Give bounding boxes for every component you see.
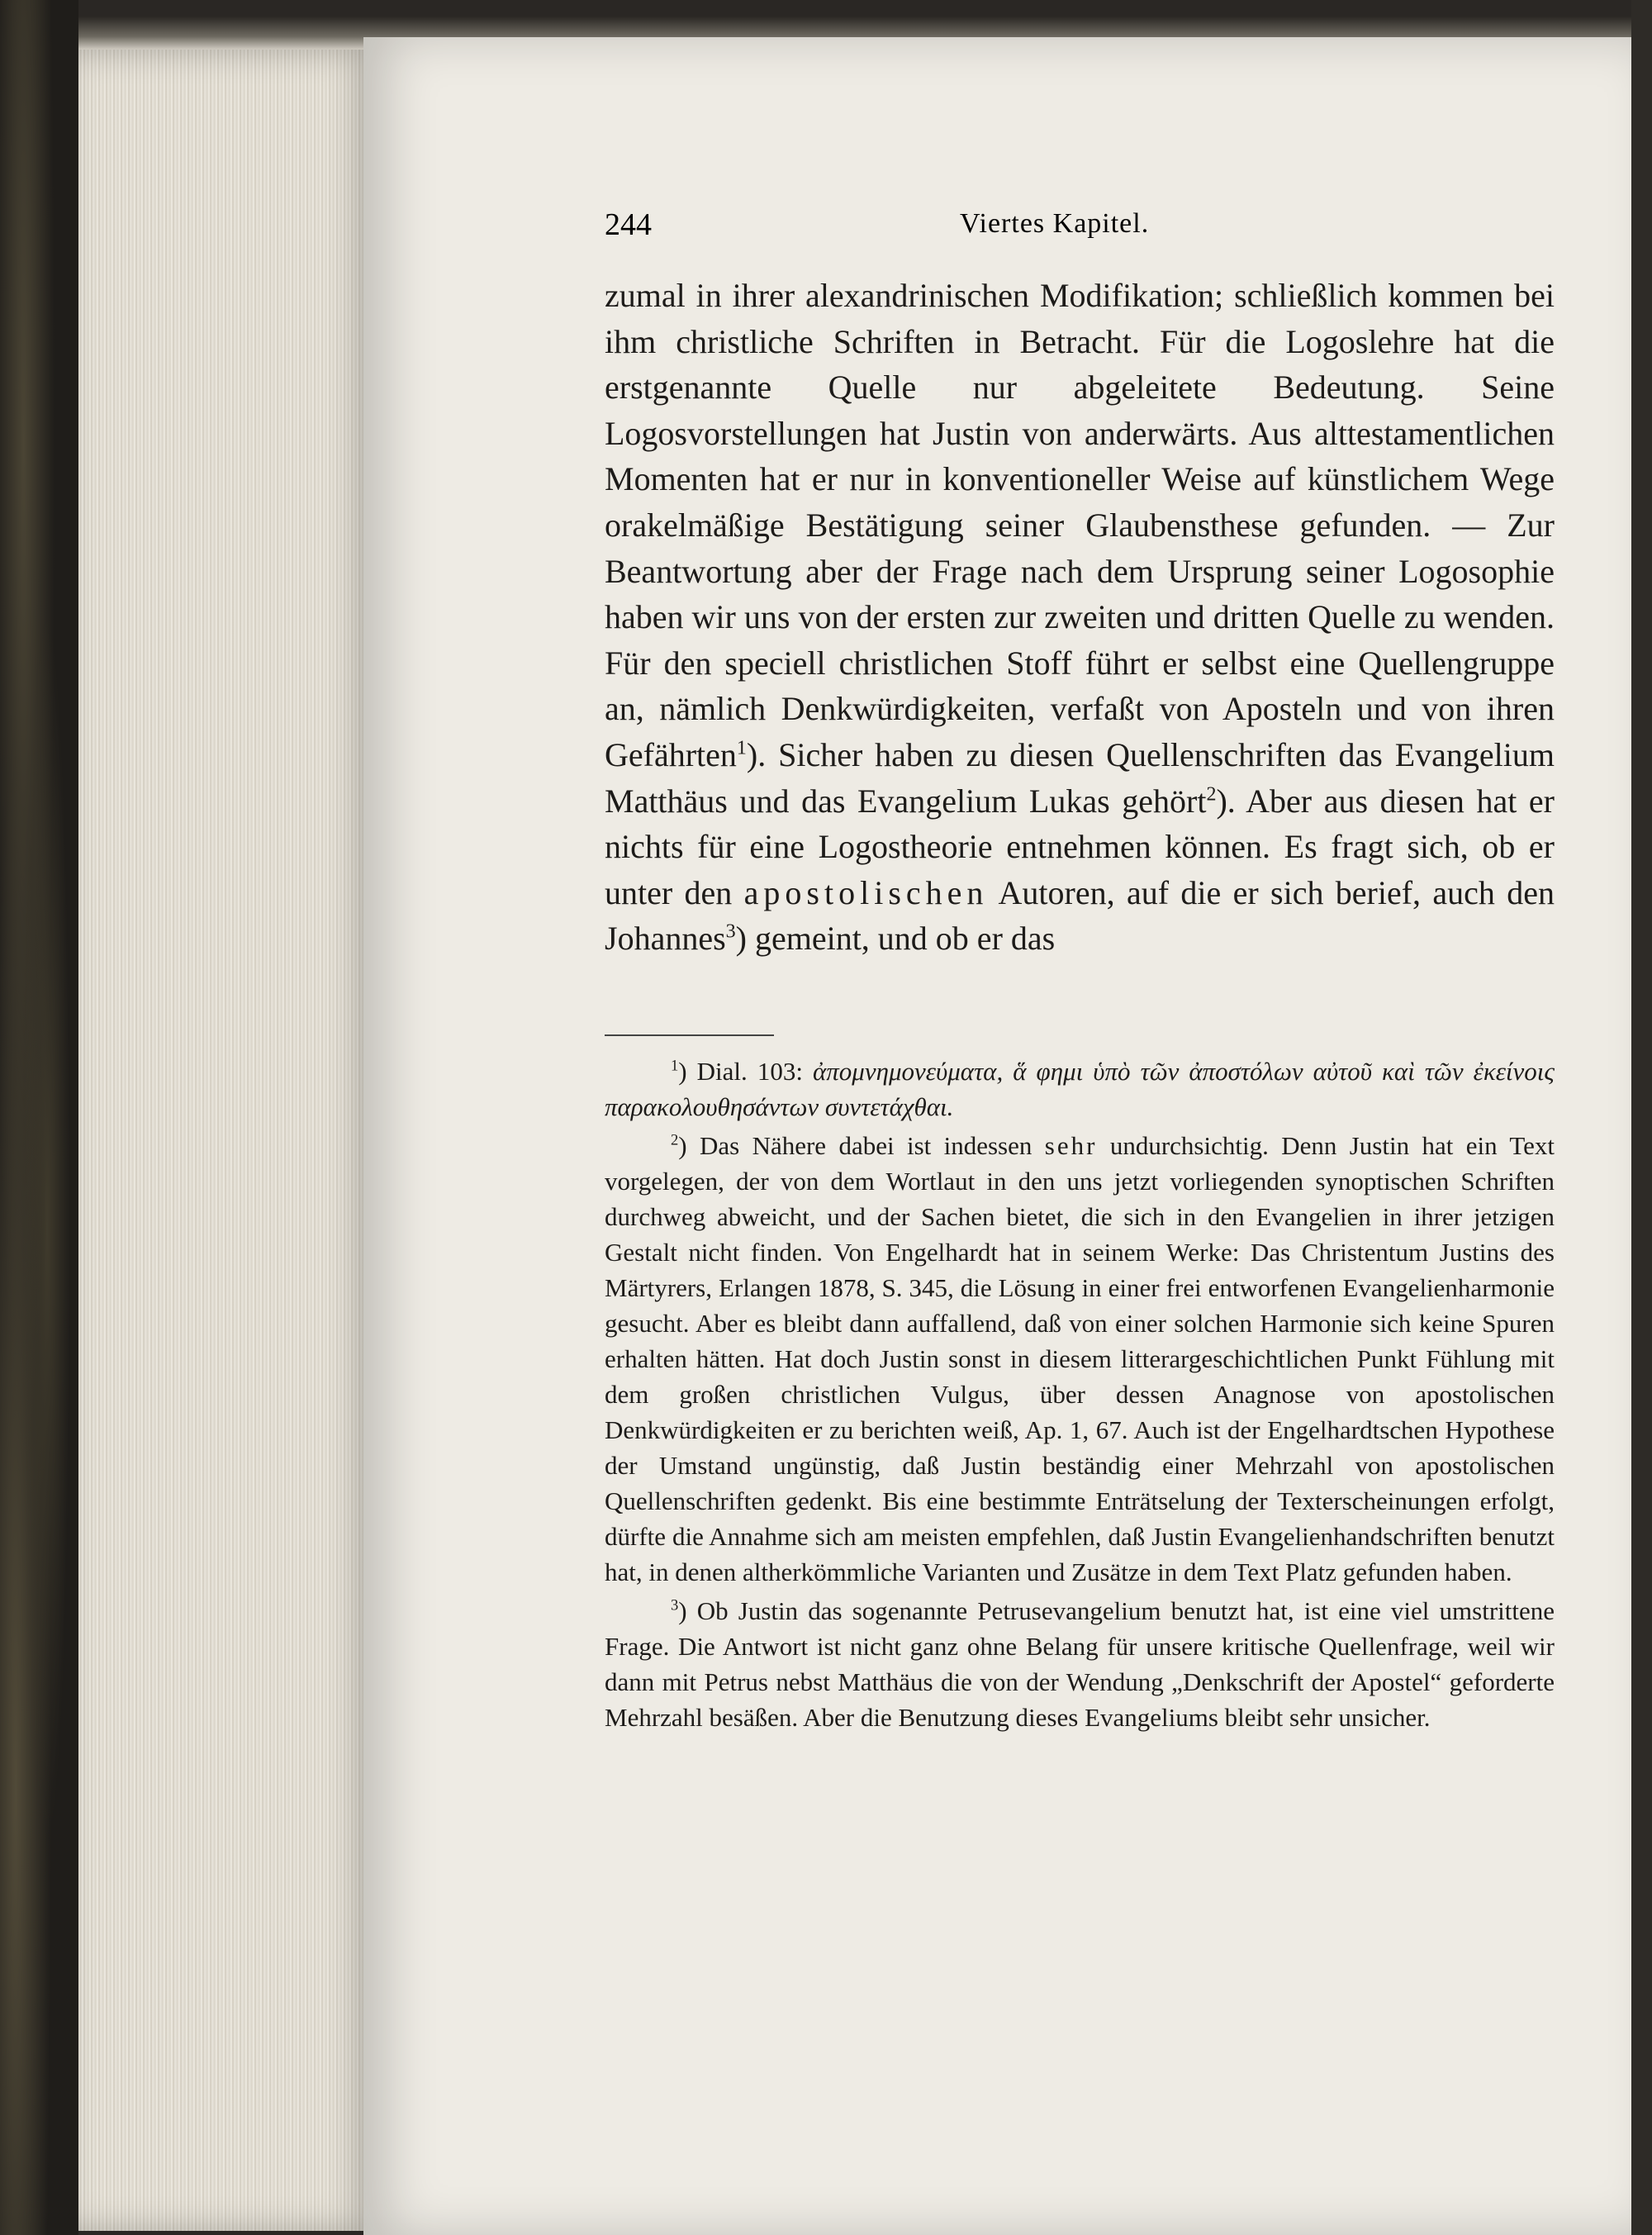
footnote-2-text-a: ) Das Nähere dabei ist indessen <box>678 1131 1032 1160</box>
footnote-separator <box>605 1034 774 1036</box>
footnote-1 <box>605 1053 1555 1125</box>
running-title: Viertes Kapitel. <box>960 208 1150 239</box>
page-right-edge <box>1631 0 1652 2235</box>
main-text-part-e: ) gemeint, und ob er das <box>735 920 1056 958</box>
main-text-part-b: ). Sicher haben zu diesen Quellenschriften das Evangelium Matthäus und das Evangelium Lukas gehört <box>605 735 1555 820</box>
page-header <box>605 207 1555 248</box>
footnote-1-greek: ἀπομνημονεύματα, ἅ φημι ὑπὸ τῶν ἀποστόλων αὐτοῦ καὶ τῶν ἐκείνοις παρακολουθησάντων συντετάχθαι. <box>605 1057 1555 1121</box>
book-cover-board <box>0 0 78 2235</box>
main-paragraph <box>605 273 1555 962</box>
main-text-part-a: zumal in ihrer alexandrinischen Modifikation; schließlich kommen bei ihm christliche Schriften in Betracht. Für die Logoslehre hat die erstgenannte Quelle nur abgeleitete Bedeutung. Seine Logosvorstellungen hat Justin von anderwärts. Aus alttestamentlichen Momenten hat er nur in konventioneller Weise auf künstlichem Wege orakelmäßige Bestätigung seiner Glaubensthese gefunden. — Zur Beantwortung aber der Frage nach dem Ursprung seiner Logosophie haben wir uns von der ersten zur zweiten und dritten Quelle zu wenden. Für den speciell christlichen Stoff führt er selbst eine Quellengruppe an, nämlich Denkwürdigkeiten, verfaßt von Aposteln und von ihren Gefährten <box>605 277 1555 773</box>
footnote-3-text: ) Ob Justin das sogenannte Petrusevangelium benutzt hat, ist eine viel umstrittene Frage. Die Antwort ist nicht ganz ohne Belang für unsere kritische Quellenfrage, weil wir dann mit Petrus nebst Matthäus die von der Wendung „Denkschrift der Apostel“ geforderte Mehrzahl besäßen. Aber die Benutzung dieses Evangeliums bleibt sehr unsicher. <box>605 1596 1555 1732</box>
footnotes <box>605 1053 1555 1738</box>
footnote-1-mark: 1 <box>671 1057 679 1075</box>
footnote-3 <box>605 1593 1555 1735</box>
footnote-2-emphasis: sehr <box>1044 1131 1098 1160</box>
emphasized-word: apostolischen <box>743 873 989 911</box>
footnote-ref-3: 3 <box>725 920 736 943</box>
main-text-part-d: Autoren, auf die er sich berief, auch den Johannes <box>605 873 1555 958</box>
footnote-1-text: ) Dial. 103: <box>678 1057 803 1086</box>
main-text-part-c: ). Aber aus diesen hat er nichts für eine Logostheorie entnehmen können. Es fragt sich, ob er unter den <box>605 782 1555 911</box>
stacked-page-edges <box>78 50 376 2231</box>
footnote-ref-2: 2 <box>1206 783 1217 806</box>
footnote-2-mark: 2 <box>671 1131 679 1149</box>
page-number: 244 <box>605 207 652 242</box>
footnote-2 <box>605 1128 1555 1590</box>
footnote-3-mark: 3 <box>671 1596 679 1614</box>
footnote-2-text-b: undurchsichtig. Denn Justin hat ein Text vorgelegen, der von dem Wortlaut in den uns jetzt vorliegenden synoptischen Schriften durchweg abweicht, und der Sachen bietet, die sich in den Evangelien in ihrer jetzigen Gestalt nicht finden. Von Engelhardt hat in seinem Werke: Das Christentum Justins des Märtyrers, Erlangen 1878, S. 345, die Lösung in einer frei entworfenen Evangelienharmonie gesucht. Aber es bleibt dann auffallend, daß von einer solchen Harmonie sich keine Spuren erhalten hätten. Hat doch Justin sonst in diesem litterargeschichtlichen Punkt Fühlung mit dem großen christlichen Vulgus, über dessen Anagnose von apostolischen Denkwürdigkeiten er zu berichten weiß, Ap. 1, 67. Auch ist der Engelhardtschen Hypothese der Umstand ungünstig, daß Justin beständig einer Mehrzahl von apostolischen Quellenschriften gedenkt. Bis eine bestimmte Enträtselung der Texterscheinungen erfolgt, dürfte die Annahme sich am meisten empfehlen, daß Justin Evangelienhandschriften benutzt hat, in denen altherkömmliche Varianten und Zusätze in dem Text Platz gefunden haben. <box>605 1131 1555 1586</box>
footnote-ref-1: 1 <box>736 737 747 759</box>
main-text <box>605 273 1555 962</box>
